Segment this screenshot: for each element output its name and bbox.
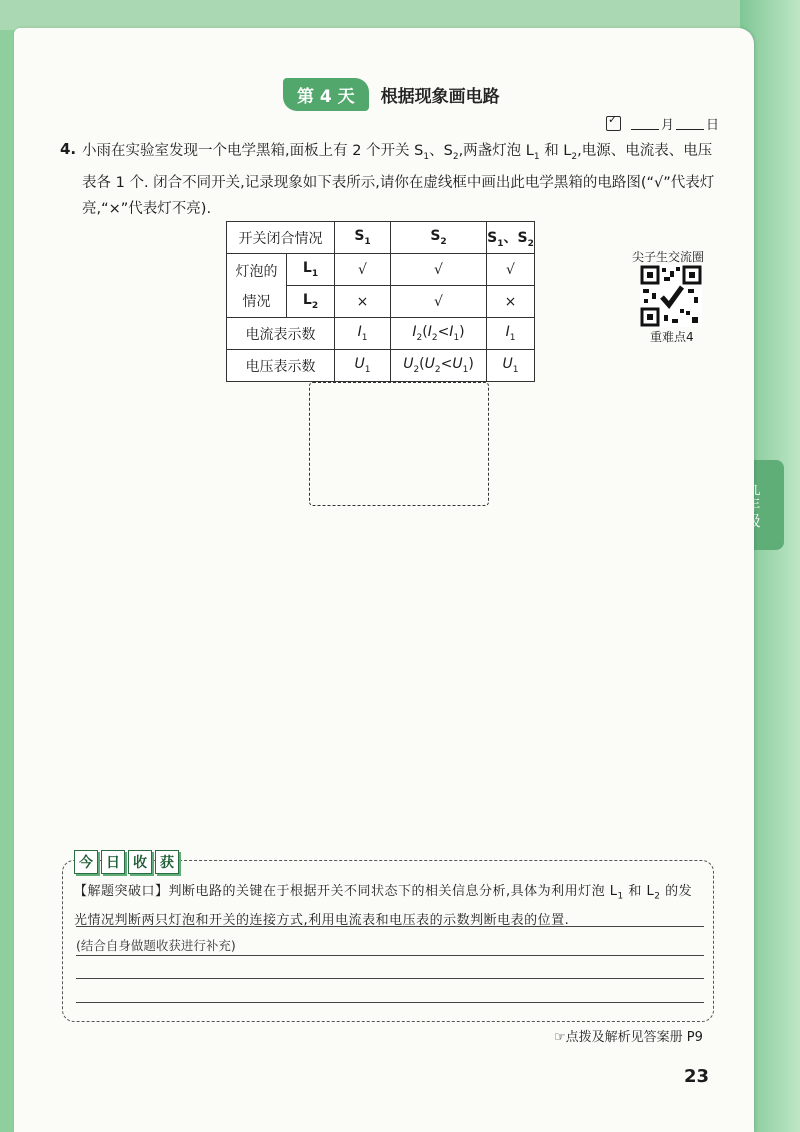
day-header xyxy=(283,78,500,111)
month-blank[interactable] xyxy=(631,117,659,130)
table-cell: √ xyxy=(391,286,487,318)
harvest-heading-char: 日 xyxy=(101,850,125,874)
table-cell: $U_2(U_2<U_1)$ xyxy=(391,350,487,382)
table-header-cell: 开关闭合情况 xyxy=(227,222,335,254)
row-label-cell: 电流表示数 xyxy=(227,318,335,350)
harvest-heading-char: 获 xyxy=(155,850,179,874)
harvest-heading-char: 今 xyxy=(74,850,98,874)
day-badge: 第 4 天 xyxy=(283,78,369,111)
table-row-voltmeter xyxy=(227,350,535,382)
day-blank[interactable] xyxy=(676,117,704,130)
table-header-cell: $S_2$ xyxy=(391,222,487,254)
calendar-check-icon xyxy=(606,116,621,131)
table-cell: × xyxy=(335,286,391,318)
table-cell: $I_2(I_2<I_1)$ xyxy=(391,318,487,350)
bulb-name-cell: $L_2$ xyxy=(287,286,335,318)
answer-line[interactable] xyxy=(76,955,704,956)
qr-title: 尖子生交流圈 xyxy=(632,250,705,264)
table-cell: √ xyxy=(487,254,535,286)
table-cell: $U_1$ xyxy=(335,350,391,382)
table-row-ammeter xyxy=(227,318,535,350)
table-header-cell: $S_1$ xyxy=(335,222,391,254)
answer-line[interactable] xyxy=(76,926,704,927)
table-cell: √ xyxy=(391,254,487,286)
drawing-area[interactable] xyxy=(309,382,489,506)
harvest-heading-char: 收 xyxy=(128,850,152,874)
bulb-label-line: 灯泡的 xyxy=(235,263,278,280)
background-top xyxy=(0,0,800,30)
answer-line[interactable] xyxy=(76,1002,704,1003)
question-text: 小雨在实验室发现一个电学黑箱,面板上有 2 个开关 $S_1$、$S_2$,两盏灯泡 $L_1$ 和 $L_2$,电源、电流表、电压表各 1 个. 闭合不同开关,记录现象如下表所示,请你在虚线框中画出此电学黑箱的电路图(“√”代表灯亮,“×”代表灯不亮). xyxy=(82,143,715,217)
table-cell: $I_1$ xyxy=(335,318,391,350)
table-header-cell: $S_1$、$S_2$ xyxy=(487,222,535,254)
qr-code-icon[interactable] xyxy=(640,265,702,327)
month-label: 月 xyxy=(661,118,675,133)
bulb-label-cell xyxy=(227,254,287,318)
answer-line[interactable] xyxy=(76,978,704,979)
qr-subtitle: 重难点4 xyxy=(650,330,694,344)
supplement-hint: (结合自身做题收获进行补充) xyxy=(76,938,236,953)
bulb-name-cell: $L_1$ xyxy=(287,254,335,286)
table-cell: $I_1$ xyxy=(487,318,535,350)
answer-reference: ☞点拨及解析见答案册 P9 xyxy=(554,1030,703,1045)
row-label-cell: 电压表示数 xyxy=(227,350,335,382)
date-line xyxy=(606,114,719,133)
page-title: 根据现象画电路 xyxy=(380,87,500,107)
table-cell: √ xyxy=(335,254,391,286)
table-cell: × xyxy=(487,286,535,318)
table-row-l1 xyxy=(227,254,535,286)
bulb-label-line: 情况 xyxy=(242,293,271,310)
table-cell: $U_1$ xyxy=(487,350,535,382)
page-number: 23 xyxy=(684,1066,710,1087)
harvest-text: 【解题突破口】判断电路的关键在于根据开关不同状态下的相关信息分析,具体为利用灯泡 $L_1$ 和 $L_2$ 的发光情况判断两只灯泡和开关的连接方式,利用电流表和电压表的示数判断电表的位置. xyxy=(74,884,693,928)
table-header-row xyxy=(227,222,535,254)
harvest-heading xyxy=(74,850,182,874)
phenomena-table xyxy=(226,221,535,382)
day-label: 日 xyxy=(706,118,720,133)
question-number: 4. xyxy=(60,140,77,158)
